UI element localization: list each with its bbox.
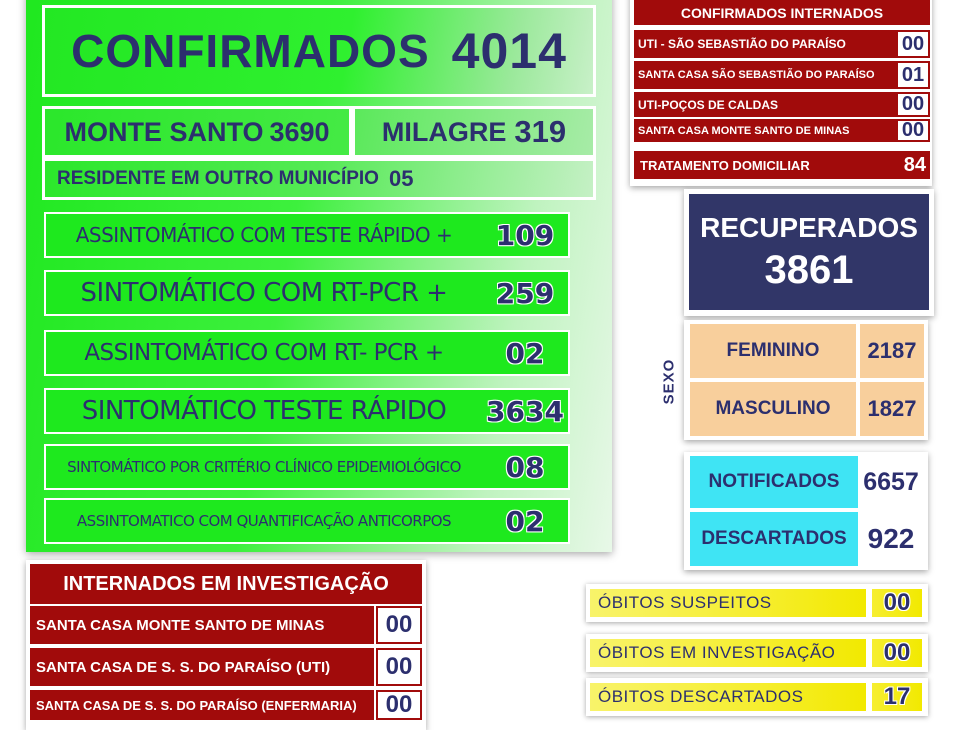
hospital-value-text: 00 xyxy=(901,93,925,115)
male-value-box xyxy=(860,382,924,436)
discarded-value: 922 xyxy=(867,523,915,554)
category-value: 259 xyxy=(495,276,555,310)
category-value: 109 xyxy=(495,218,555,252)
notified-value-box xyxy=(858,456,924,508)
hospital-label: SANTA CASA SÃO SEBASTIÃO DO PARAÍSO xyxy=(638,69,875,81)
category-row xyxy=(44,212,570,258)
hospital-label: UTI-POÇOS DE CALDAS xyxy=(638,97,779,112)
home-treatment-value: 84 xyxy=(903,153,926,176)
category-value: 02 xyxy=(505,504,545,538)
category-row xyxy=(44,330,570,376)
home-treatment-label: TRATAMENTO DOMICILIAR xyxy=(640,157,810,173)
category-row xyxy=(44,388,570,434)
confirmed-hospitalized-row xyxy=(634,30,896,58)
confirmed-label: CONFIRMADOS xyxy=(71,25,430,77)
category-label: SINTOMÁTICO TESTE RÁPIDO xyxy=(81,396,447,426)
resident-other-city-label: RESIDENTE EM OUTRO MUNICÍPIO xyxy=(57,168,379,189)
milagre-box xyxy=(352,106,596,158)
hospital-value-text: 01 xyxy=(901,63,925,86)
hospital-value-text: 00 xyxy=(385,691,413,718)
deaths-discarded-label: ÓBITOS DESCARTADOS xyxy=(590,683,866,711)
category-label: ASSINTOMÁTICO COM TESTE RÁPIDO + xyxy=(75,223,453,247)
hospitalized-investigation-title-text: INTERNADOS EM INVESTIGAÇÃO xyxy=(63,572,389,595)
deaths-discarded-value: 17 xyxy=(872,683,922,711)
hospital-label: SANTA CASA MONTE SANTO DE MINAS xyxy=(36,616,325,634)
monte-santo-value: 3690 xyxy=(269,116,330,147)
notified-value: 6657 xyxy=(863,467,919,496)
confirmed-value: 4014 xyxy=(451,23,567,79)
hospital-label: SANTA CASA MONTE SANTO DE MINAS xyxy=(638,124,850,137)
milagre-value: 319 xyxy=(514,114,567,149)
recovered-value: 3861 xyxy=(764,247,854,292)
home-treatment-row xyxy=(634,151,930,179)
male-value: 1827 xyxy=(867,396,917,421)
hospitalized-investigation-row xyxy=(30,606,374,644)
recovered-box xyxy=(689,194,929,310)
deaths-suspected-label: ÓBITOS SUSPEITOS xyxy=(590,589,866,617)
category-label: ASSINTOMÁTICO COM RT- PCR + xyxy=(84,340,444,366)
female-label: FEMININO xyxy=(726,340,820,361)
discarded-label-box xyxy=(690,512,858,566)
sex-label xyxy=(652,346,686,416)
hospital-value xyxy=(376,606,422,644)
notified-label: NOTIFICADOS xyxy=(708,471,840,492)
category-row xyxy=(44,444,570,490)
confirmed-hospitalized-row xyxy=(634,119,896,142)
female-value-box xyxy=(860,324,924,378)
hospital-value xyxy=(896,92,930,117)
category-value: 02 xyxy=(505,336,545,370)
hospitalized-investigation-row xyxy=(30,648,374,686)
hospital-value xyxy=(376,648,422,686)
category-value: 08 xyxy=(505,450,545,484)
resident-other-city-value: 05 xyxy=(388,166,414,191)
deaths-investigation-row xyxy=(586,634,928,672)
discarded-label: DESCARTADOS xyxy=(701,528,847,549)
deaths-suspected-row xyxy=(586,584,928,622)
confirmed-hospitalized-title-text: CONFIRMADOS INTERNADOS xyxy=(680,4,884,21)
hospital-value-text: 00 xyxy=(901,119,925,141)
hospital-label: SANTA CASA DE S. S. DO PARAÍSO (UTI) xyxy=(36,658,331,676)
hospitalized-investigation-row xyxy=(30,690,374,720)
discarded-value-box xyxy=(858,512,924,566)
recovered-label: RECUPERADOS xyxy=(700,211,918,243)
confirmed-hospitalized-row xyxy=(634,61,896,89)
milagre-label: MILAGRE xyxy=(381,116,507,147)
resident-other-city-box xyxy=(42,158,596,200)
female-label-box xyxy=(690,324,856,378)
category-row xyxy=(44,498,570,544)
hospitalized-investigation-title xyxy=(30,564,422,604)
hospital-value-text: 00 xyxy=(385,653,413,680)
monte-santo-box xyxy=(42,106,352,158)
category-label: SINTOMÁTICO COM RT-PCR + xyxy=(80,278,448,308)
deaths-suspected-value: 00 xyxy=(872,589,922,617)
hospital-label: UTI - SÃO SEBASTIÃO DO PARAÍSO xyxy=(638,37,846,51)
hospital-value xyxy=(896,119,930,142)
confirmed-hospitalized-title xyxy=(634,0,930,25)
deaths-investigation-value: 00 xyxy=(872,639,922,667)
category-label: ASSINTOMATICO COM QUANTIFICAÇÃO ANTICORPOS xyxy=(76,512,452,530)
deaths-discarded-row xyxy=(586,678,928,716)
hospital-value-text: 00 xyxy=(385,611,413,638)
sex-label-text: SEXO xyxy=(660,358,678,404)
male-label: MASCULINO xyxy=(715,398,831,419)
category-value: 3634 xyxy=(486,394,564,428)
hospital-label: SANTA CASA DE S. S. DO PARAÍSO (ENFERMARIA) xyxy=(36,697,357,713)
hospital-value xyxy=(896,30,930,58)
notified-label-box xyxy=(690,456,858,508)
confirmed-total-box xyxy=(42,5,596,97)
category-row xyxy=(44,270,570,316)
hospital-value-text: 00 xyxy=(901,32,925,55)
category-label: SINTOMÁTICO POR CRITÉRIO CLÍNICO EPIDEMIOLÓGICO xyxy=(67,458,461,476)
hospital-value xyxy=(376,690,422,720)
male-label-box xyxy=(690,382,856,436)
deaths-investigation-label: ÓBITOS EM INVESTIGAÇÃO xyxy=(590,639,866,667)
monte-santo-label: MONTE SANTO xyxy=(64,116,264,147)
female-value: 2187 xyxy=(867,338,917,363)
confirmed-hospitalized-row xyxy=(634,92,896,117)
hospital-value xyxy=(896,61,930,89)
